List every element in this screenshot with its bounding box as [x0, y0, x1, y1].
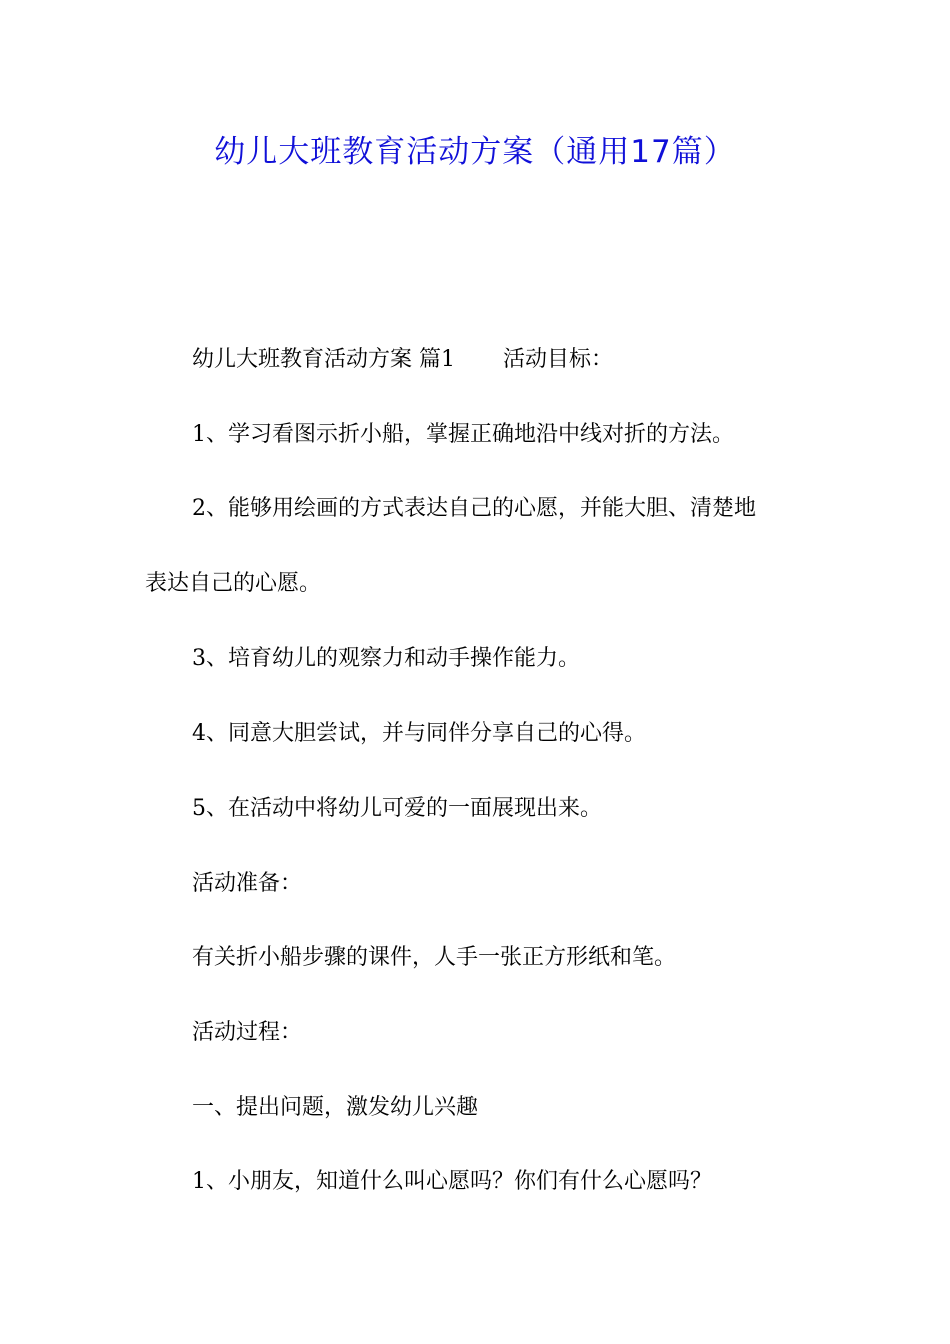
- section-heading-part: 幼儿大班教育活动方案 篇1: [192, 347, 455, 372]
- paragraph-process-step-1: 一、提出问题，激发幼儿兴趣: [192, 1095, 479, 1120]
- paragraph-goal-5: 5、在活动中将幼儿可爱的一面展现出来。: [192, 796, 602, 821]
- paragraph-goal-4: 4、同意大胆尝试，并与同伴分享自己的心得。: [192, 721, 646, 746]
- paragraph-preparation: 有关折小船步骤的课件，人手一张正方形纸和笔。: [192, 945, 677, 970]
- paragraph-goal-1: 1、学习看图示折小船，掌握正确地沿中线对折的方法。: [192, 422, 734, 447]
- section-heading: [0, 345, 950, 375]
- document-title: 幼儿大班教育活动方案（通用17篇）: [214, 134, 736, 170]
- paragraph-process-question: 1、小朋友，知道什么叫心愿吗？你们有什么心愿吗？: [192, 1169, 712, 1194]
- paragraph-goal-3: 3、培育幼儿的观察力和动手操作能力。: [192, 646, 580, 671]
- heading-process: 活动过程：: [192, 1020, 303, 1045]
- paragraph-goal-2: 2、能够用绘画的方式表达自己的心愿，并能大胆、清楚地: [192, 496, 756, 521]
- heading-preparation: 活动准备：: [192, 871, 303, 896]
- paragraph-goal-2-continued: 表达自己的心愿。: [145, 571, 322, 596]
- section-heading-goal: 活动目标：: [503, 347, 614, 372]
